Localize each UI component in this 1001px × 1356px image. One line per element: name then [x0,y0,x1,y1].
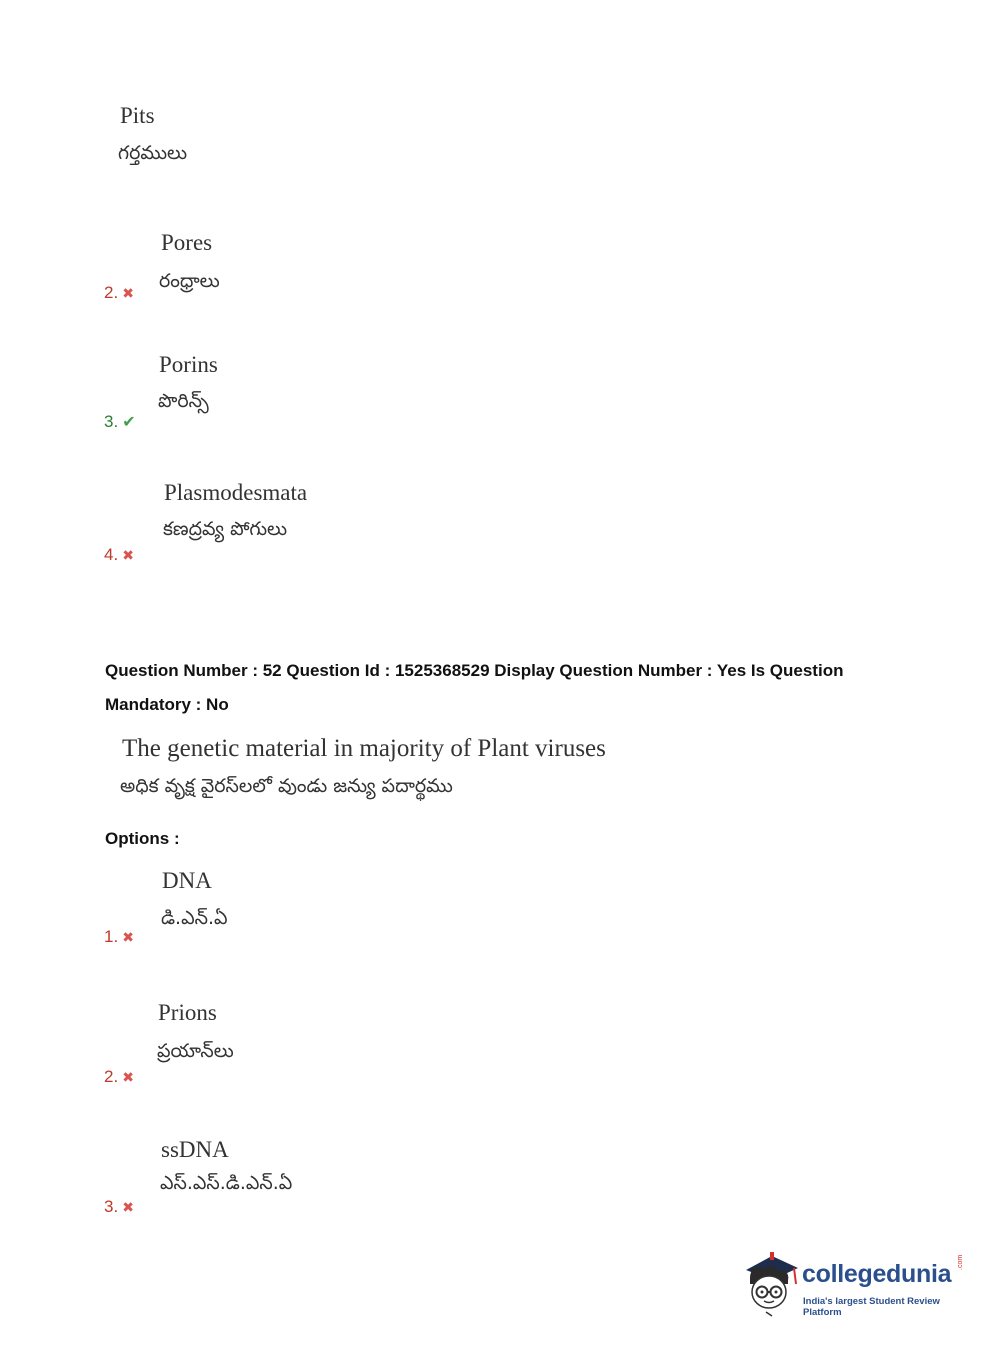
correct-check-icon: ✔ [122,414,136,431]
option-3-telugu: పొరిన్స్ [158,390,209,412]
option-4-telugu: కణద్రవ్య పోగులు [163,518,288,540]
mascot-icon [742,1248,802,1318]
logo-title: collegedunia [802,1260,952,1288]
q52-option-3-number: 3. ✖ [104,1197,134,1216]
q52-option-3-telugu: ఎస్.ఎస్.డి.ఎన్.ఏ [160,1172,293,1194]
option-4-number: 4. ✖ [104,545,134,564]
question-text-english: The genetic material in majority of Plant viruses [122,735,606,762]
q52-option-2-telugu: ప్రయాన్‌లు [157,1040,234,1062]
option-2-number: 2. ✖ [104,283,134,302]
collegedunia-logo[interactable] [742,1248,972,1318]
wrong-cross-icon: ✖ [122,547,134,563]
option-3-english: Porins [159,352,218,377]
option-2-english: Pores [161,230,213,255]
wrong-cross-icon: ✖ [122,1069,134,1085]
question-header: Question Number : 52 Question Id : 1525368529 Display Question Number : Yes Is Question Mandatory : No [105,661,844,714]
logo-suffix: .com [957,1254,964,1270]
wrong-cross-icon: ✖ [122,1199,134,1215]
wrong-cross-icon: ✖ [122,285,134,301]
option-1-english: Pits [120,103,155,128]
q52-option-1-english: DNA [162,868,212,893]
option-1-telugu: గర్తములు [118,142,188,164]
option-4-english: Plasmodesmata [164,480,308,505]
q52-option-3-english: ssDNA [161,1137,229,1162]
option-3-number: 3. ✔ [104,412,136,431]
options-label: Options : [105,829,180,848]
q52-option-1-telugu: డి.ఎన్.ఏ [161,907,228,929]
q52-option-2-number: 2. ✖ [104,1067,134,1086]
question-text-telugu: అధిక వృక్ష వైరస్‌లలో వుండు జన్యు పదార్థము [120,775,453,797]
option-2-telugu: రంధ్రాలు [159,270,220,292]
logo-tagline: India's largest Student Review Platform [803,1296,940,1318]
q52-option-1-number: 1. ✖ [104,927,134,946]
q52-option-2-english: Prions [158,1000,217,1025]
wrong-cross-icon: ✖ [122,929,134,945]
